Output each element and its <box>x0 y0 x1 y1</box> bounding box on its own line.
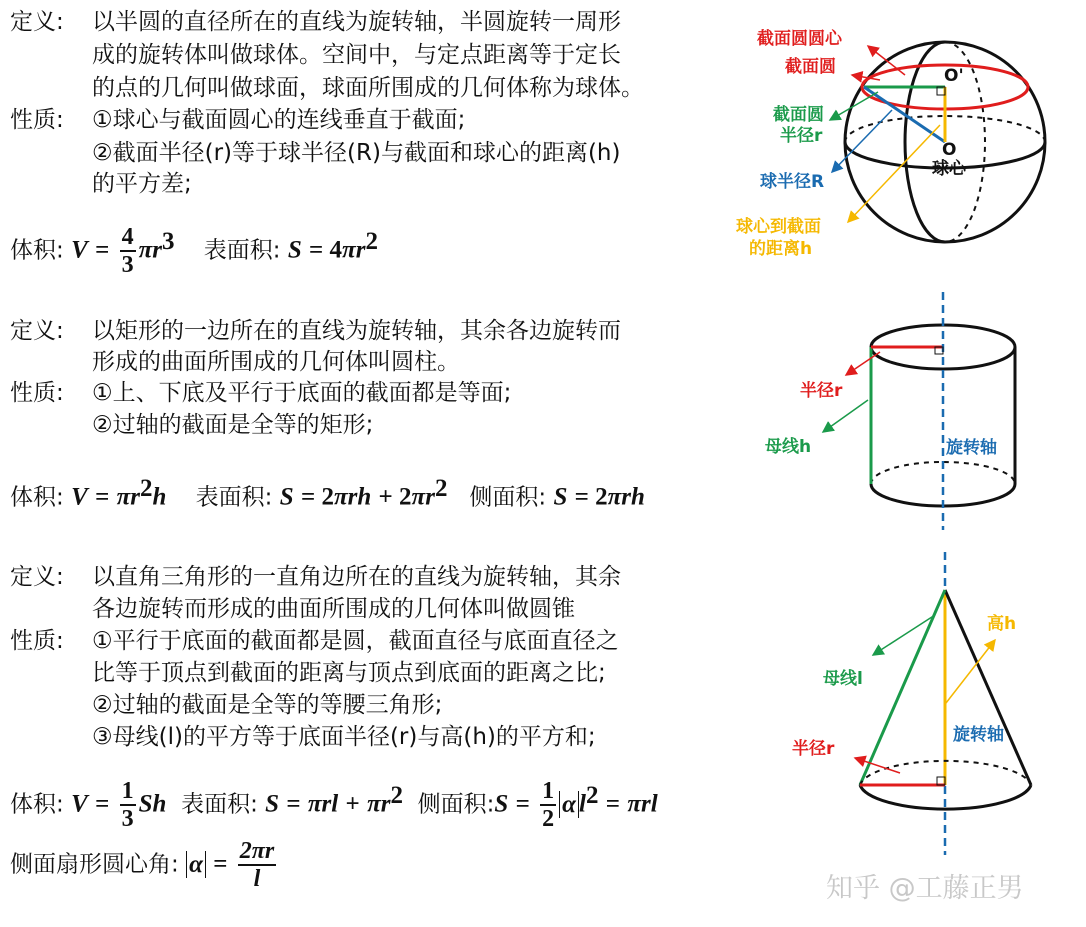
cylinder-surface-label: 表面积: <box>195 484 273 511</box>
cylinder-prop-label: 性质: <box>10 380 64 406</box>
cylinder-volume-label: 体积: <box>10 484 64 511</box>
fraction-one-half: $\frac{1}{2}$ <box>542 778 555 832</box>
fraction-one-third: $\frac{1}{3}$ <box>121 778 134 832</box>
label-cylinder-axis: 旋转轴 <box>946 438 997 458</box>
label-section-circle: 截面圆 <box>785 57 836 77</box>
cone-figure <box>792 552 1031 855</box>
cone-prop-line-1: ①平行于底面的截面都是圆，截面直径与底面直径之 <box>92 628 619 654</box>
sphere-prop-line-2: ②截面半径(r)等于球半径(R)与截面和球心的距离(h) <box>92 140 621 166</box>
label-o-prime: O' <box>944 66 964 86</box>
sphere-figure <box>736 28 1045 259</box>
label-cone-axis: 旋转轴 <box>953 725 1004 745</box>
label-distance-1: 球心到截面 <box>736 217 821 237</box>
cylinder-def-line-1: 以矩形的一边所在的直线为旋转轴，其余各边旋转而 <box>92 318 621 344</box>
label-sphere-center: 球心 <box>932 159 966 179</box>
sphere-prop-label: 性质: <box>10 107 64 133</box>
fraction-four-thirds: $\frac{4}{3}$ <box>121 224 134 278</box>
sphere-prop-line-1: ①球心与截面圆心的连线垂直于截面; <box>92 107 466 133</box>
label-distance-2: 的距离h <box>749 239 813 259</box>
label-section-center: 截面圆圆心 <box>757 29 842 49</box>
label-section-radius-1: 截面圆 <box>773 105 824 125</box>
sphere-volume-formula: 体积: V = $\frac{4}{3}$ $\pi r^3$ 表面积: $S = 4\pi r^2$ <box>10 224 378 278</box>
cone-formula: 体积: V = $\frac{1}{3}$ Sh 表面积: $S = \pi rl + \pi r^2$ 侧面积:S = $\frac{1}{2}$ α $l^2 = \pi rl$ <box>10 778 658 832</box>
cone-angle-label: 侧面扇形圆心角: <box>10 851 179 878</box>
cylinder-def-label: 定义: <box>10 318 64 344</box>
sphere-meridian-front <box>905 42 945 242</box>
label-section-radius-2: 半径r <box>780 126 823 146</box>
label-cylinder-generatrix: 母线h <box>765 437 812 457</box>
cylinder-lateral-label: 侧面积: <box>469 484 547 511</box>
cone-def-line-2: 各边旋转而形成的曲面所围成的几何体叫做圆锥 <box>92 596 575 622</box>
cylinder-formula: 体积: $V = \pi r^2h$ 表面积: $S = 2\pi rh + 2\pi r^2$ 侧面积: S = 2πrh <box>10 475 645 511</box>
sphere-prop-line-3: 的平方差; <box>92 171 192 197</box>
cone-prop-label: 性质: <box>10 628 64 654</box>
cylinder-prop-line-1: ①上、下底及平行于底面的截面都是等面; <box>92 380 512 406</box>
label-cone-radius: 半径r <box>792 739 835 759</box>
watermark: 知乎 @工藤正男 <box>826 873 1024 904</box>
cylinder-figure <box>765 292 1015 530</box>
sphere-def-label: 定义: <box>10 9 64 35</box>
cone-prop-line-2: 比等于顶点到截面的距离与顶点到底面的距离之比; <box>92 660 606 686</box>
label-cone-height: 高h <box>987 614 1017 634</box>
sphere-def-line-2: 成的旋转体叫做球体。空间中，与定点距离等于定长 <box>92 42 621 68</box>
sphere-def-line-1: 以半圆的直径所在的直线为旋转轴，半圆旋转一周形 <box>92 9 621 35</box>
cone-def-label: 定义: <box>10 564 64 590</box>
label-o: O <box>942 140 957 160</box>
cone-surface-label: 表面积: <box>181 791 258 818</box>
cone-prop-line-3: ②过轴的截面是全等的等腰三角形; <box>92 692 443 718</box>
cone-generatrix <box>860 590 945 785</box>
cone-angle-formula: 侧面扇形圆心角: α = $\frac{2\pi r}{l}$ <box>10 838 275 892</box>
cone-def-line-1: 以直角三角形的一直角边所在的直线为旋转轴，其余 <box>92 564 621 590</box>
fraction-two-pi-r-over-l: $\frac{2\pi r}{l}$ <box>239 838 275 892</box>
cylinder-prop-line-2: ②过轴的截面是全等的矩形; <box>92 412 374 438</box>
label-cylinder-radius: 半径r <box>800 381 843 401</box>
cone-volume-label: 体积: <box>10 791 64 818</box>
sphere-def-line-3: 的点的几何叫做球面，球面所围成的几何体称为球体。 <box>92 75 644 101</box>
cone-prop-line-4: ③母线(l)的平方等于底面半径(r)与高(h)的平方和; <box>92 724 596 750</box>
sphere-volume-label: 体积: <box>10 237 64 264</box>
cylinder-def-line-2: 形成的曲面所围成的几何体叫圆柱。 <box>92 349 460 375</box>
label-cone-generatrix: 母线l <box>823 669 863 689</box>
label-sphere-radius: 球半径R <box>760 172 825 192</box>
cone-lateral-label: 侧面积: <box>417 791 495 818</box>
sphere-surface-label: 表面积: <box>203 237 281 264</box>
